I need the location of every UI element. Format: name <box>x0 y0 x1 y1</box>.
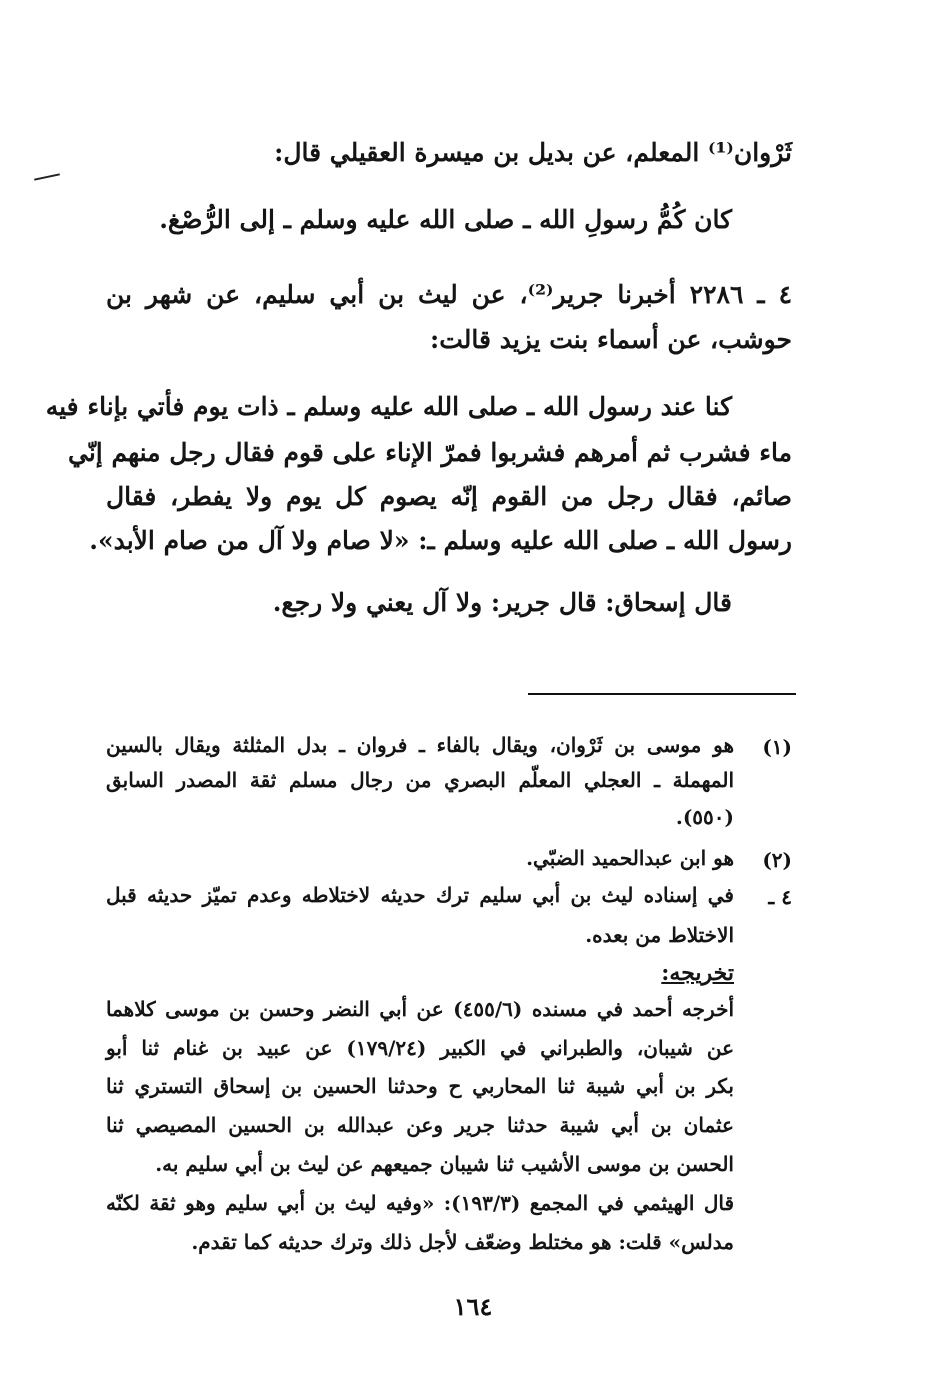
takhrij-line-7: مدلس» قلت: هو مختلط وضعّف لأجل ذلك وترك حديثه كما تقدم. <box>191 1230 734 1254</box>
main-line-8: رسول الله ـ صلى الله عليه وسلم ـ: «لا صام ولا آل من صام الأبد». <box>89 526 792 555</box>
footnote-marker-3: ٤ ـ <box>768 885 792 909</box>
main-line-2: كان كُمُّ رسولِ الله ـ صلى الله عليه وسلم ـ إلى الرُّصْغ. <box>159 205 732 234</box>
takhrij-line-1: أخرجه أحمد في مسنده (٤٥٥/٦) عن أبي النضر وحسن بن موسى كلاهما <box>106 997 734 1021</box>
takhrij-line-6: قال الهيثمي في المجمع (١٩٣/٣): «وفيه ليث بن أبي سليم وهو ثقة لكنّه <box>106 1191 734 1215</box>
main-line-6: ماء فشرب ثم أمرهم فشربوا فمرّ الإناء على قوم فقال رجل منهم إنّي <box>68 438 792 467</box>
margin-mark <box>34 173 60 180</box>
takhrij-line-5: الحسن بن موسى الأشيب ثنا شيبان جميعهم عن ليث بن أبي سليم به. <box>155 1152 734 1176</box>
footnote-2-line-1: هو ابن عبدالحميد الضبّي. <box>526 846 734 870</box>
takhrij-line-2: عن شيبان، والطبراني في الكبير (١٧٩/٢٤) عن عبيد بن غنام ثنا أبو <box>106 1036 735 1060</box>
takhrij-line-4: عثمان بن أبي شيبة حدثنا جرير وعن عبدالله بن الحسين المصيصي ثنا <box>106 1113 734 1137</box>
footnote-1-line-2: المهملة ـ العجلي المعلّم البصري من رجال مسلم ثقة المصدر السابق <box>106 768 734 792</box>
footnote-marker-2: (٢) <box>762 848 792 872</box>
footnote-3-line-2: الاختلاط من بعده. <box>585 923 734 947</box>
footnote-1-line-1: هو موسى بن ثَرْوان، ويقال بالفاء ـ فروان ـ بدل المثلثة ويقال بالسين <box>106 733 734 757</box>
footnote-marker-1: (١) <box>762 735 792 759</box>
main-line-1: ثَرْوان⁽¹⁾ المعلم، عن بديل بن ميسرة العقيلي قال: <box>274 138 792 167</box>
main-line-7: صائم، فقال رجل من القوم إنّه يصوم كل يوم ولا يفطر، فقال <box>106 482 792 511</box>
footnote-3-line-1: في إسناده ليث بن أبي سليم ترك حديثه لاختلاطه وعدم تميّز حديثه قبل <box>106 883 734 907</box>
takhrij-heading: تخريجه: <box>661 960 734 986</box>
hadith-number-line: ٤ ـ ٢٢٨٦ أخبرنا جرير⁽²⁾، عن ليث بن أبي سليم، عن شهر بن <box>106 280 793 309</box>
main-line-4: حوشب، عن أسماء بنت يزيد قالت: <box>430 325 792 354</box>
main-line-5: كنا عند رسول الله ـ صلى الله عليه وسلم ـ ذات يوم فأتي بإناء فيه <box>45 392 732 421</box>
takhrij-line-3: بكر بن أبي شيبة ثنا المحاربي ح وحدثنا الحسين بن إسحاق التستري ثنا <box>106 1074 734 1098</box>
main-line-9: قال إسحاق: قال جرير: ولا آل يعني ولا رجع. <box>272 588 732 617</box>
footnote-separator <box>528 693 796 695</box>
page-number: ١٦٤ <box>453 1292 493 1321</box>
footnote-1-line-3: (٥٥٠). <box>675 805 734 829</box>
